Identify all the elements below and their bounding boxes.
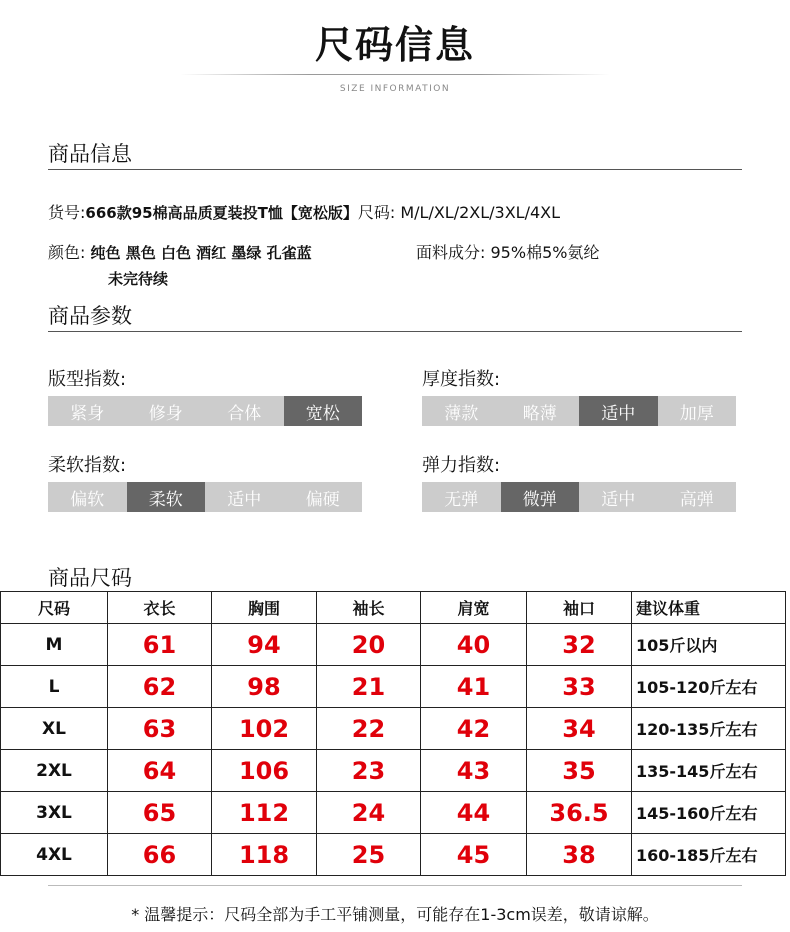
cuff-cell: 38	[527, 834, 632, 876]
table-row	[1, 834, 786, 876]
elasticity-option: 适中	[579, 482, 658, 512]
fabric-line	[416, 240, 599, 263]
elasticity-option: 无弹	[422, 482, 501, 512]
size-chart-heading: 商品尺码	[48, 566, 132, 590]
table-row	[1, 624, 786, 666]
size-cell: 2XL	[1, 750, 108, 792]
shoulder-cell: 40	[421, 624, 527, 666]
shoulder-cell: 44	[421, 792, 527, 834]
table-header-row	[1, 592, 786, 624]
title-divider	[180, 74, 610, 75]
color-value-line2: 未完待续	[108, 270, 169, 288]
thickness-option: 薄款	[422, 396, 501, 426]
elasticity-option: 高弹	[658, 482, 737, 512]
sleeve-cell: 23	[317, 750, 421, 792]
chest-cell: 102	[212, 708, 317, 750]
weight-cell: 120-135斤左右	[632, 708, 786, 750]
chest-cell: 94	[212, 624, 317, 666]
color-label: 颜色:	[48, 243, 86, 262]
softness-label: 柔软指数:	[48, 455, 127, 476]
thickness-scale	[422, 396, 736, 426]
elasticity-option: 微弹	[501, 482, 580, 512]
chest-cell: 98	[212, 666, 317, 708]
fit-option: 宽松	[284, 396, 363, 426]
sleeve-cell: 20	[317, 624, 421, 666]
thickness-option: 加厚	[658, 396, 737, 426]
cuff-cell: 34	[527, 708, 632, 750]
length-cell: 66	[108, 834, 212, 876]
table-row	[1, 666, 786, 708]
header-chest: 胸围	[212, 592, 317, 624]
fit-label: 版型指数:	[48, 369, 127, 390]
softness-option: 偏软	[48, 482, 127, 512]
sku-line	[48, 200, 560, 223]
cuff-cell: 36.5	[527, 792, 632, 834]
length-cell: 63	[108, 708, 212, 750]
chest-cell: 106	[212, 750, 317, 792]
header-cuff: 袖口	[527, 592, 632, 624]
cuff-cell: 33	[527, 666, 632, 708]
softness-option: 柔软	[127, 482, 206, 512]
product-info-divider	[48, 169, 742, 170]
length-cell: 61	[108, 624, 212, 666]
chest-cell: 112	[212, 792, 317, 834]
softness-scale	[48, 482, 362, 512]
length-cell: 65	[108, 792, 212, 834]
cuff-cell: 32	[527, 624, 632, 666]
size-cell: 4XL	[1, 834, 108, 876]
color-value: 纯色 黑色 白色 酒红 墨绿 孔雀蓝	[90, 244, 312, 262]
softness-option: 适中	[205, 482, 284, 512]
shoulder-cell: 42	[421, 708, 527, 750]
fabric-value: 95%棉5%氨纶	[490, 243, 600, 262]
thickness-label: 厚度指数:	[422, 369, 501, 390]
color-value-continued	[108, 268, 168, 289]
size-cell: M	[1, 624, 108, 666]
size-label: 尺码:	[357, 203, 396, 222]
header-weight: 建议体重	[632, 592, 786, 624]
chest-cell: 118	[212, 834, 317, 876]
sleeve-cell: 22	[317, 708, 421, 750]
footer-note: * 温馨提示：尺码全部为手工平铺测量，可能存在1-3cm误差，敬请谅解。	[131, 905, 659, 924]
header-length: 衣长	[108, 592, 212, 624]
elasticity-label: 弹力指数:	[422, 455, 501, 476]
header-shoulder: 肩宽	[421, 592, 527, 624]
header-sleeve: 袖长	[317, 592, 421, 624]
elasticity-scale	[422, 482, 736, 512]
softness-option: 偏硬	[284, 482, 363, 512]
weight-cell: 145-160斤左右	[632, 792, 786, 834]
thickness-option: 略薄	[501, 396, 580, 426]
weight-cell: 105-120斤左右	[632, 666, 786, 708]
fit-option: 紧身	[48, 396, 127, 426]
sleeve-cell: 25	[317, 834, 421, 876]
length-cell: 64	[108, 750, 212, 792]
page-subtitle: SIZE INFORMATION	[339, 84, 451, 94]
shoulder-cell: 41	[421, 666, 527, 708]
size-cell: L	[1, 666, 108, 708]
sleeve-cell: 21	[317, 666, 421, 708]
weight-cell: 105斤以内	[632, 624, 786, 666]
fabric-label: 面料成分:	[416, 243, 486, 262]
params-heading: 商品参数	[48, 304, 132, 328]
product-info-heading: 商品信息	[48, 142, 132, 166]
fit-scale	[48, 396, 362, 426]
cuff-cell: 35	[527, 750, 632, 792]
sku-value: 666款95棉高品质夏装投T恤【宽松版】	[85, 204, 358, 222]
color-line	[48, 240, 312, 263]
table-row	[1, 708, 786, 750]
thickness-option: 适中	[579, 396, 658, 426]
sku-label: 货号:	[48, 203, 86, 222]
header-size: 尺码	[1, 592, 108, 624]
fit-option: 合体	[205, 396, 284, 426]
table-row	[1, 792, 786, 834]
shoulder-cell: 45	[421, 834, 527, 876]
size-table	[0, 591, 786, 876]
table-row	[1, 750, 786, 792]
size-cell: XL	[1, 708, 108, 750]
params-divider	[48, 331, 742, 332]
page-title: 尺码信息	[314, 23, 475, 67]
shoulder-cell: 43	[421, 750, 527, 792]
weight-cell: 160-185斤左右	[632, 834, 786, 876]
length-cell: 62	[108, 666, 212, 708]
sleeve-cell: 24	[317, 792, 421, 834]
fit-option: 修身	[127, 396, 206, 426]
size-cell: 3XL	[1, 792, 108, 834]
footer-divider	[48, 885, 742, 886]
size-value: M/L/XL/2XL/3XL/4XL	[400, 203, 561, 222]
weight-cell: 135-145斤左右	[632, 750, 786, 792]
